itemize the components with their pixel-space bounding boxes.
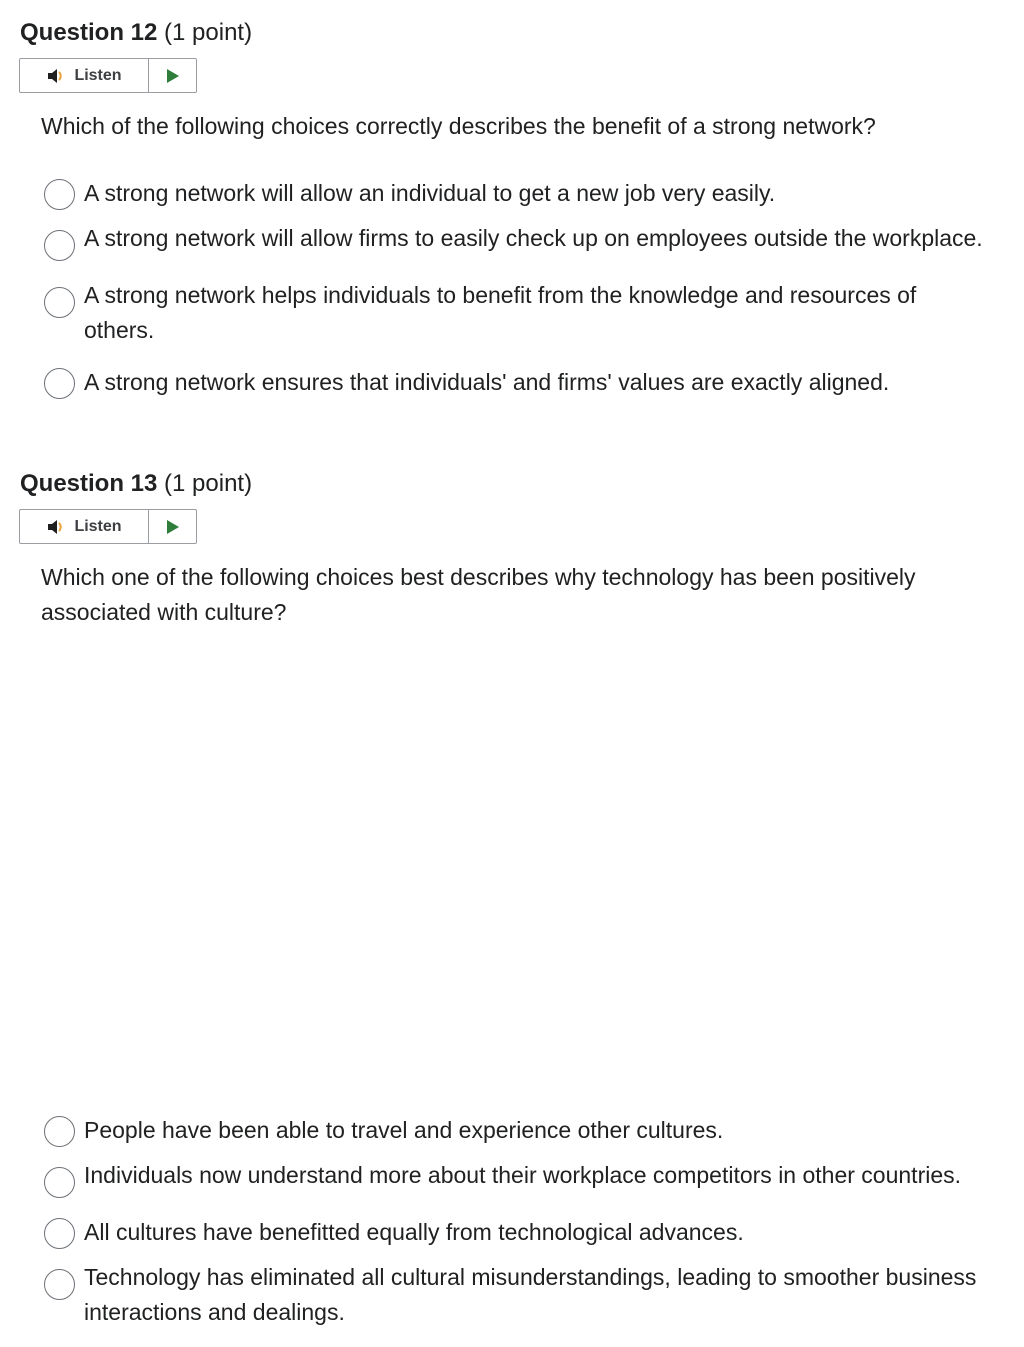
answer-option-label: A strong network will allow an individual to get a new job very easily. (84, 180, 776, 206)
radio-button[interactable] (44, 230, 75, 261)
question-title: Question 12 (20, 19, 158, 46)
answer-option[interactable] (44, 1215, 1004, 1250)
speaker-icon (46, 67, 68, 85)
answer-option-label: A strong network helps individuals to benefit from the knowledge and resources of others. (84, 282, 917, 343)
radio-button[interactable] (44, 368, 75, 399)
answer-option-label: People have been able to travel and experience other cultures. (84, 1117, 724, 1143)
answer-option-label: Technology has eliminated all cultural misunderstandings, leading to smoother business interactions and dealings. (84, 1264, 977, 1325)
listen-button[interactable] (20, 59, 149, 92)
listen-widget (19, 509, 197, 544)
answer-option-label: A strong network ensures that individuals' and firms' values are exactly aligned. (84, 369, 890, 395)
answer-option-label: All cultures have benefitted equally from technological advances. (84, 1219, 744, 1245)
question-title: Question 13 (20, 470, 158, 497)
play-icon (166, 519, 180, 535)
answer-option[interactable] (44, 365, 1004, 400)
answer-options (44, 1113, 1004, 1347)
radio-button[interactable] (44, 1218, 75, 1249)
question-prompt: Which one of the following choices best describes why technology has been positively associated with culture? (41, 564, 916, 625)
radio-button[interactable] (44, 1269, 75, 1300)
answer-option[interactable] (44, 1260, 1004, 1330)
answer-option[interactable] (44, 176, 1004, 211)
answer-option[interactable] (44, 221, 1004, 261)
answer-option-label: Individuals now understand more about their workplace competitors in other countries. (84, 1162, 962, 1188)
answer-option-label: A strong network will allow firms to easily check up on employees outside the workplace. (84, 225, 983, 251)
answer-options (44, 176, 1004, 410)
question-points: (1 point) (164, 19, 253, 46)
listen-label: Listen (74, 517, 122, 535)
play-button[interactable] (149, 59, 196, 92)
question-heading (20, 469, 252, 499)
listen-button[interactable] (20, 510, 149, 543)
answer-option[interactable] (44, 278, 1004, 348)
listen-label: Listen (74, 66, 122, 84)
answer-option[interactable] (44, 1113, 1004, 1148)
radio-button[interactable] (44, 1167, 75, 1198)
speaker-icon (46, 518, 68, 536)
play-icon (166, 68, 180, 84)
answer-option[interactable] (44, 1158, 1004, 1198)
play-button[interactable] (149, 510, 196, 543)
radio-button[interactable] (44, 179, 75, 210)
radio-button[interactable] (44, 287, 75, 318)
question-prompt: Which of the following choices correctly describes the benefit of a strong network? (41, 113, 876, 139)
listen-widget (19, 58, 197, 93)
radio-button[interactable] (44, 1116, 75, 1147)
question-points: (1 point) (164, 470, 253, 497)
question-heading (20, 18, 252, 48)
